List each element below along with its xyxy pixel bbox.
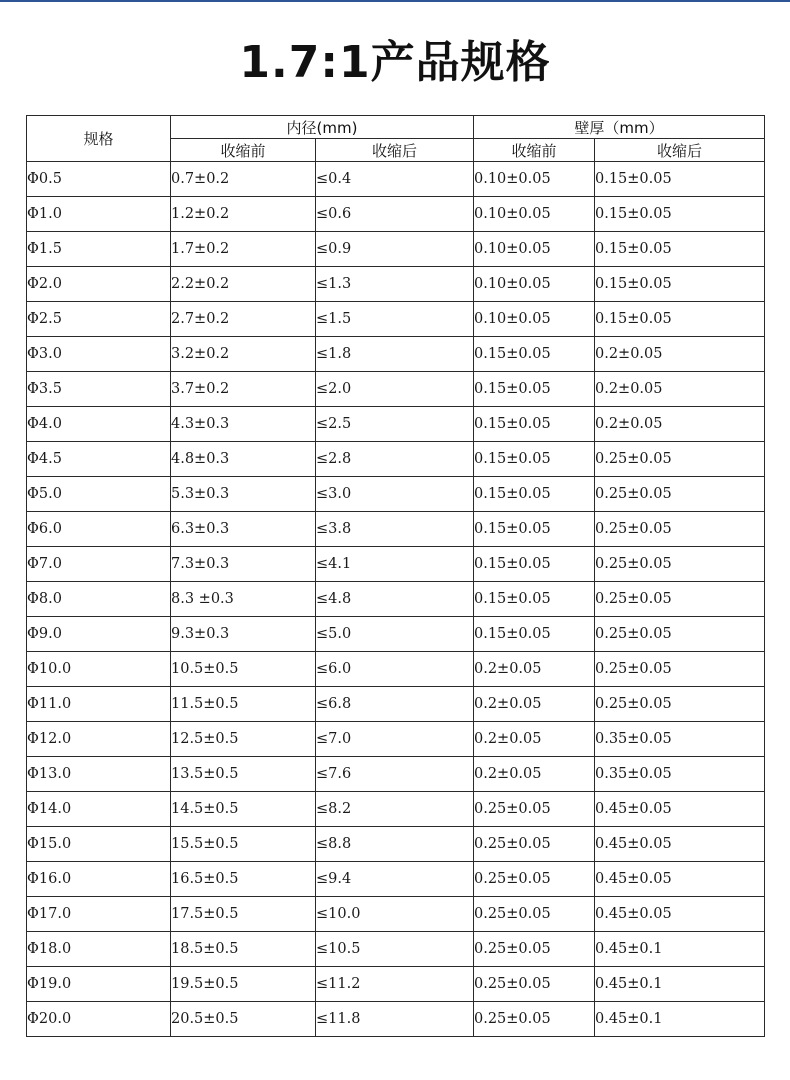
cell-inner-diameter-before: 4.8±0.3 [171,442,316,477]
cell-wall-thickness-before: 0.2±0.05 [474,722,595,757]
cell-wall-thickness-after: 0.45±0.1 [595,932,765,967]
cell-spec: Φ9.0 [27,617,171,652]
cell-spec: Φ7.0 [27,547,171,582]
cell-inner-diameter-after: ≤1.8 [316,337,474,372]
cell-spec: Φ4.5 [27,442,171,477]
cell-inner-diameter-before: 9.3±0.3 [171,617,316,652]
cell-spec: Φ19.0 [27,967,171,1002]
cell-spec: Φ8.0 [27,582,171,617]
table-row [27,792,765,827]
cell-inner-diameter-after: ≤0.4 [316,162,474,197]
cell-wall-thickness-before: 0.15±0.05 [474,372,595,407]
cell-inner-diameter-before: 3.2±0.2 [171,337,316,372]
cell-inner-diameter-after: ≤10.5 [316,932,474,967]
cell-wall-thickness-before: 0.25±0.05 [474,932,595,967]
cell-wall-thickness-before: 0.10±0.05 [474,162,595,197]
cell-wall-thickness-after: 0.2±0.05 [595,407,765,442]
cell-wall-thickness-before: 0.25±0.05 [474,897,595,932]
cell-wall-thickness-after: 0.45±0.05 [595,897,765,932]
cell-spec: Φ16.0 [27,862,171,897]
table-row [27,652,765,687]
top-rule [0,0,790,2]
cell-inner-diameter-after: ≤1.3 [316,267,474,302]
cell-inner-diameter-before: 0.7±0.2 [171,162,316,197]
cell-wall-thickness-before: 0.2±0.05 [474,652,595,687]
cell-inner-diameter-before: 5.3±0.3 [171,477,316,512]
cell-wall-thickness-after: 0.15±0.05 [595,302,765,337]
cell-inner-diameter-before: 14.5±0.5 [171,792,316,827]
cell-spec: Φ11.0 [27,687,171,722]
cell-wall-thickness-after: 0.35±0.05 [595,757,765,792]
cell-wall-thickness-after: 0.15±0.05 [595,162,765,197]
table-row [27,1002,765,1037]
cell-wall-thickness-after: 0.15±0.05 [595,232,765,267]
cell-inner-diameter-after: ≤6.0 [316,652,474,687]
cell-inner-diameter-before: 10.5±0.5 [171,652,316,687]
cell-wall-thickness-before: 0.15±0.05 [474,512,595,547]
table-row [27,827,765,862]
cell-wall-thickness-before: 0.2±0.05 [474,757,595,792]
table-row [27,687,765,722]
table-row [27,512,765,547]
cell-inner-diameter-after: ≤2.0 [316,372,474,407]
cell-wall-thickness-before: 0.10±0.05 [474,267,595,302]
cell-spec: Φ3.0 [27,337,171,372]
cell-spec: Φ20.0 [27,1002,171,1037]
table-row [27,617,765,652]
cell-inner-diameter-before: 2.7±0.2 [171,302,316,337]
cell-wall-thickness-after: 0.25±0.05 [595,652,765,687]
cell-wall-thickness-before: 0.2±0.05 [474,687,595,722]
header-wt-after: 收缩后 [595,139,765,162]
cell-wall-thickness-before: 0.15±0.05 [474,617,595,652]
cell-inner-diameter-before: 11.5±0.5 [171,687,316,722]
cell-inner-diameter-after: ≤11.8 [316,1002,474,1037]
cell-inner-diameter-before: 15.5±0.5 [171,827,316,862]
header-wall-thickness: 壁厚（mm） [474,116,765,139]
cell-spec: Φ17.0 [27,897,171,932]
cell-inner-diameter-before: 16.5±0.5 [171,862,316,897]
table-row [27,162,765,197]
table-row [27,897,765,932]
table-row [27,267,765,302]
cell-spec: Φ1.0 [27,197,171,232]
cell-inner-diameter-after: ≤7.6 [316,757,474,792]
cell-inner-diameter-after: ≤11.2 [316,967,474,1002]
cell-inner-diameter-before: 1.7±0.2 [171,232,316,267]
header-inner-diameter: 内径(mm) [171,116,474,139]
cell-inner-diameter-before: 3.7±0.2 [171,372,316,407]
cell-wall-thickness-after: 0.45±0.1 [595,967,765,1002]
cell-spec: Φ2.5 [27,302,171,337]
cell-inner-diameter-after: ≤2.5 [316,407,474,442]
cell-inner-diameter-before: 1.2±0.2 [171,197,316,232]
header-id-after: 收缩后 [316,139,474,162]
cell-inner-diameter-after: ≤6.8 [316,687,474,722]
cell-wall-thickness-before: 0.15±0.05 [474,337,595,372]
cell-wall-thickness-before: 0.25±0.05 [474,792,595,827]
cell-wall-thickness-after: 0.2±0.05 [595,337,765,372]
header-id-before: 收缩前 [171,139,316,162]
table-row [27,232,765,267]
cell-spec: Φ1.5 [27,232,171,267]
cell-spec: Φ2.0 [27,267,171,302]
cell-spec: Φ10.0 [27,652,171,687]
cell-wall-thickness-after: 0.25±0.05 [595,582,765,617]
cell-inner-diameter-after: ≤8.8 [316,827,474,862]
cell-inner-diameter-before: 6.3±0.3 [171,512,316,547]
cell-spec: Φ3.5 [27,372,171,407]
cell-wall-thickness-after: 0.2±0.05 [595,372,765,407]
table-row [27,757,765,792]
cell-spec: Φ13.0 [27,757,171,792]
cell-inner-diameter-before: 20.5±0.5 [171,1002,316,1037]
cell-spec: Φ0.5 [27,162,171,197]
table-row [27,722,765,757]
cell-wall-thickness-before: 0.25±0.05 [474,862,595,897]
cell-wall-thickness-after: 0.45±0.1 [595,1002,765,1037]
spec-table-body [27,162,765,1037]
cell-inner-diameter-before: 12.5±0.5 [171,722,316,757]
cell-inner-diameter-before: 7.3±0.3 [171,547,316,582]
cell-spec: Φ4.0 [27,407,171,442]
table-row [27,967,765,1002]
cell-wall-thickness-before: 0.15±0.05 [474,442,595,477]
cell-wall-thickness-before: 0.15±0.05 [474,477,595,512]
cell-wall-thickness-before: 0.10±0.05 [474,197,595,232]
table-row [27,932,765,967]
table-row [27,547,765,582]
table-row [27,862,765,897]
table-row [27,372,765,407]
cell-wall-thickness-after: 0.15±0.05 [595,197,765,232]
cell-inner-diameter-after: ≤2.8 [316,442,474,477]
cell-wall-thickness-before: 0.10±0.05 [474,232,595,267]
cell-inner-diameter-before: 2.2±0.2 [171,267,316,302]
cell-inner-diameter-before: 18.5±0.5 [171,932,316,967]
table-row [27,302,765,337]
cell-spec: Φ18.0 [27,932,171,967]
cell-wall-thickness-after: 0.25±0.05 [595,477,765,512]
cell-wall-thickness-after: 0.45±0.05 [595,827,765,862]
cell-wall-thickness-after: 0.25±0.05 [595,617,765,652]
cell-inner-diameter-after: ≤0.6 [316,197,474,232]
cell-inner-diameter-before: 4.3±0.3 [171,407,316,442]
cell-inner-diameter-after: ≤0.9 [316,232,474,267]
cell-wall-thickness-after: 0.25±0.05 [595,512,765,547]
page-title: 1.7:1产品规格 [239,37,551,88]
cell-wall-thickness-before: 0.15±0.05 [474,547,595,582]
cell-spec: Φ14.0 [27,792,171,827]
cell-wall-thickness-after: 0.25±0.05 [595,442,765,477]
cell-spec: Φ12.0 [27,722,171,757]
cell-wall-thickness-after: 0.45±0.05 [595,862,765,897]
table-row [27,337,765,372]
cell-spec: Φ15.0 [27,827,171,862]
cell-wall-thickness-before: 0.25±0.05 [474,967,595,1002]
cell-inner-diameter-after: ≤5.0 [316,617,474,652]
header-wt-before: 收缩前 [474,139,595,162]
cell-wall-thickness-before: 0.15±0.05 [474,407,595,442]
cell-inner-diameter-after: ≤10.0 [316,897,474,932]
table-row [27,407,765,442]
cell-spec: Φ6.0 [27,512,171,547]
cell-wall-thickness-before: 0.10±0.05 [474,302,595,337]
cell-wall-thickness-before: 0.15±0.05 [474,582,595,617]
cell-inner-diameter-after: ≤4.1 [316,547,474,582]
header-spec: 规格 [27,116,171,162]
table-row [27,582,765,617]
cell-wall-thickness-after: 0.45±0.05 [595,792,765,827]
table-row [27,477,765,512]
cell-inner-diameter-before: 17.5±0.5 [171,897,316,932]
cell-wall-thickness-after: 0.25±0.05 [595,547,765,582]
table-row [27,442,765,477]
cell-inner-diameter-after: ≤7.0 [316,722,474,757]
cell-inner-diameter-after: ≤3.8 [316,512,474,547]
cell-wall-thickness-before: 0.25±0.05 [474,1002,595,1037]
cell-inner-diameter-after: ≤4.8 [316,582,474,617]
spec-table [26,115,765,1037]
cell-wall-thickness-after: 0.15±0.05 [595,267,765,302]
cell-inner-diameter-before: 19.5±0.5 [171,967,316,1002]
cell-wall-thickness-after: 0.35±0.05 [595,722,765,757]
cell-inner-diameter-after: ≤8.2 [316,792,474,827]
cell-inner-diameter-after: ≤3.0 [316,477,474,512]
cell-inner-diameter-after: ≤9.4 [316,862,474,897]
cell-inner-diameter-after: ≤1.5 [316,302,474,337]
cell-wall-thickness-after: 0.25±0.05 [595,687,765,722]
cell-inner-diameter-before: 13.5±0.5 [171,757,316,792]
cell-wall-thickness-before: 0.25±0.05 [474,827,595,862]
cell-inner-diameter-before: 8.3 ±0.3 [171,582,316,617]
table-row [27,197,765,232]
cell-spec: Φ5.0 [27,477,171,512]
